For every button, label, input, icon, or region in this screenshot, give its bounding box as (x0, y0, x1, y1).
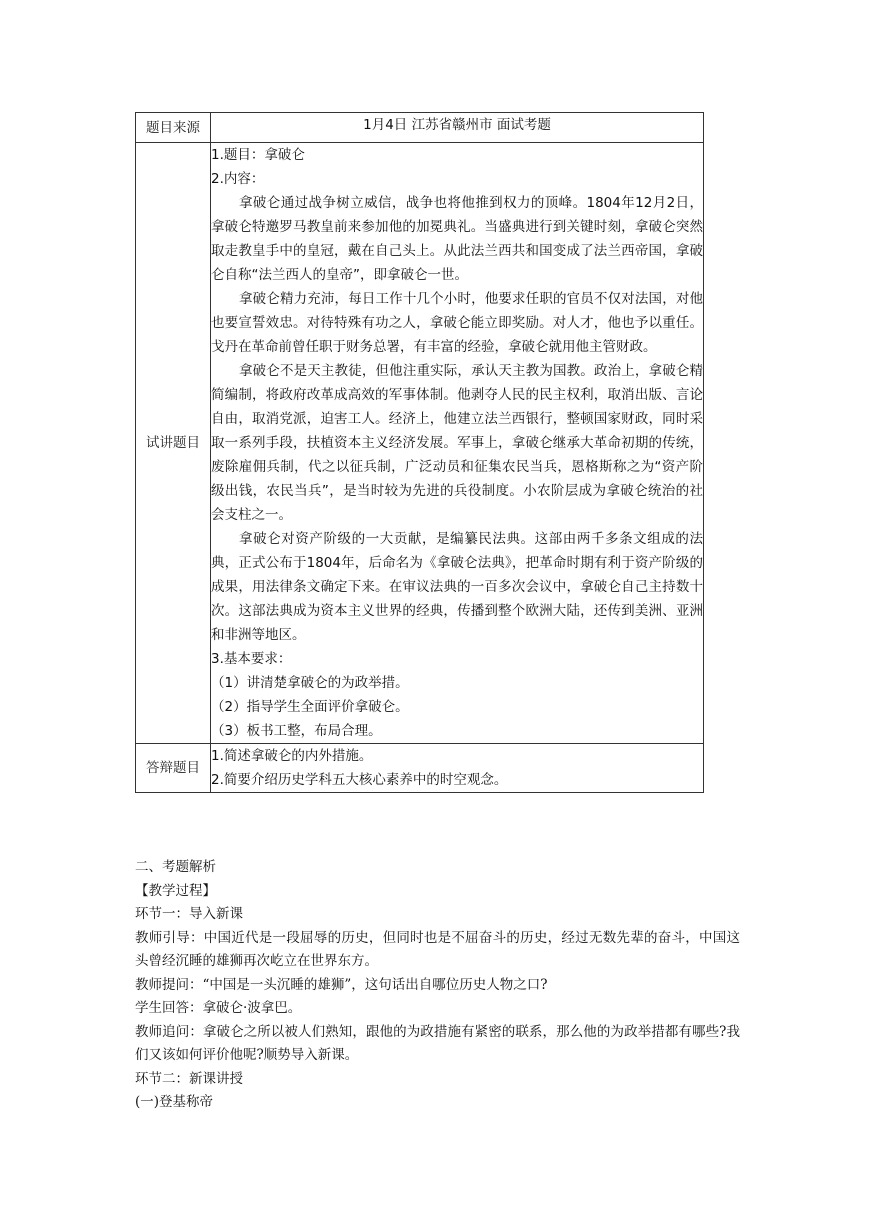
source-value: 1月4日 江苏省赣州市 面试考题 (363, 117, 551, 133)
dialogue-line: 教师追问：拿破仑之所以被人们熟知，跟他的为政措施有紧密的联系，那么他的为政举措都有哪些?我们又该如何评价他呢?顺势导入新课。 (135, 1023, 740, 1063)
lecture-label: 试讲题目 (146, 435, 200, 451)
defense-item: 2.简要介绍历史学科五大核心素养中的时空观念。 (211, 772, 508, 788)
dialogue-line: 学生回答：拿破仑·波拿巴。 (135, 1000, 302, 1016)
step-heading: 环节一：导入新课 (135, 906, 243, 922)
requirement-item: （2）指导学生全面评价拿破仑。 (211, 699, 409, 715)
lecture-topic: 1.题目：拿破仑 (211, 147, 305, 163)
lecture-paragraph: 拿破仑精力充沛，每日工作十几个小时，他要求任职的官员不仅对法国，对他也要宣誓效忠。对待特殊有功之人，拿破仑能立即奖励。对人才，他也予以重任。戈丹在革命前曾任职于财务总署，有丰富的经验，拿破仑就用他主管财政。 (211, 291, 703, 355)
requirement-item: （1）讲清楚拿破仑的为政举措。 (211, 675, 409, 691)
lecture-content-cell (211, 143, 704, 744)
source-value-cell (211, 113, 704, 143)
lecture-paragraph: 拿破仑不是天主教徒，但他注重实际，承认天主教为国教。政治上，拿破仑精简编制，将政府改革成高效的军事体制。他剥夺人民的民主权利，取消出版、言论自由，取消党派，迫害工人。经济上，他建立法兰西银行，整顿国家财政，同时采取一系列手段，扶植资本主义经济发展。军事上，拿破仑继承大革命初期的传统，废除雇佣兵制，代之以征兵制，广泛动员和征集农民当兵，恩格斯称之为“资产阶级出钱，农民当兵”，是当时较为先进的兵役制度。小农阶层成为拿破仑统治的社会支柱之一。 (211, 363, 703, 523)
source-label: 题目来源 (146, 119, 200, 136)
lecture-paragraph: 拿破仑通过战争树立威信，战争也将他推到权力的顶峰。1804年12月2日，拿破仑特邀罗马教皇前来参加他的加冕典礼。当盛典进行到关键时刻，拿破仑突然取走教皇手中的皇冠，戴在自己头上。从此法兰西共和国变成了法兰西帝国，拿破仑自称“法兰西人的皇帝”，即拿破仑一世。 (211, 195, 703, 283)
defense-content-cell (211, 744, 704, 793)
source-label-cell (136, 113, 211, 143)
step-heading: 环节二：新课讲授 (135, 1070, 243, 1087)
analysis-section (135, 856, 740, 1115)
defense-label-cell (136, 744, 211, 793)
defense-item: 1.简述拿破仑的内外措施。 (211, 748, 373, 764)
requirement-item: （3）板书工整，布局合理。 (211, 723, 382, 739)
dialogue-line: 教师提问：“中国是一头沉睡的雄狮”，这句话出自哪位历史人物之口? (135, 976, 548, 993)
lecture-paragraph: 拿破仑对资产阶级的一大贡献，是编纂民法典。这部由两千多条文组成的法典，正式公布于1804年，后命名为《拿破仑法典》，把革命时期有利于资产阶级的成果，用法律条文确定下来。在审议法典的一百多次会议中，拿破仑自己主持数十次。这部法典成为资本主义世界的经典，传播到整个欧洲大陆，还传到美洲、亚洲和非洲等地区。 (211, 531, 703, 643)
lecture-content-label: 2.内容： (211, 171, 265, 187)
process-title: 【教学过程】 (135, 882, 216, 899)
requirements-label: 3.基本要求： (211, 651, 292, 667)
exam-question-table (135, 112, 704, 793)
dialogue-line: 教师引导：中国近代是一段屈辱的历史，但同时也是不屈奋斗的历史，经过无数先辈的奋斗，中国这头曾经沉睡的雄狮再次屹立在世界东方。 (135, 929, 740, 969)
defense-label: 答辩题目 (146, 760, 200, 776)
lecture-label-cell (136, 143, 211, 744)
subsection-heading: (一)登基称帝 (135, 1094, 214, 1110)
section-title: 二、考题解析 (135, 859, 216, 875)
